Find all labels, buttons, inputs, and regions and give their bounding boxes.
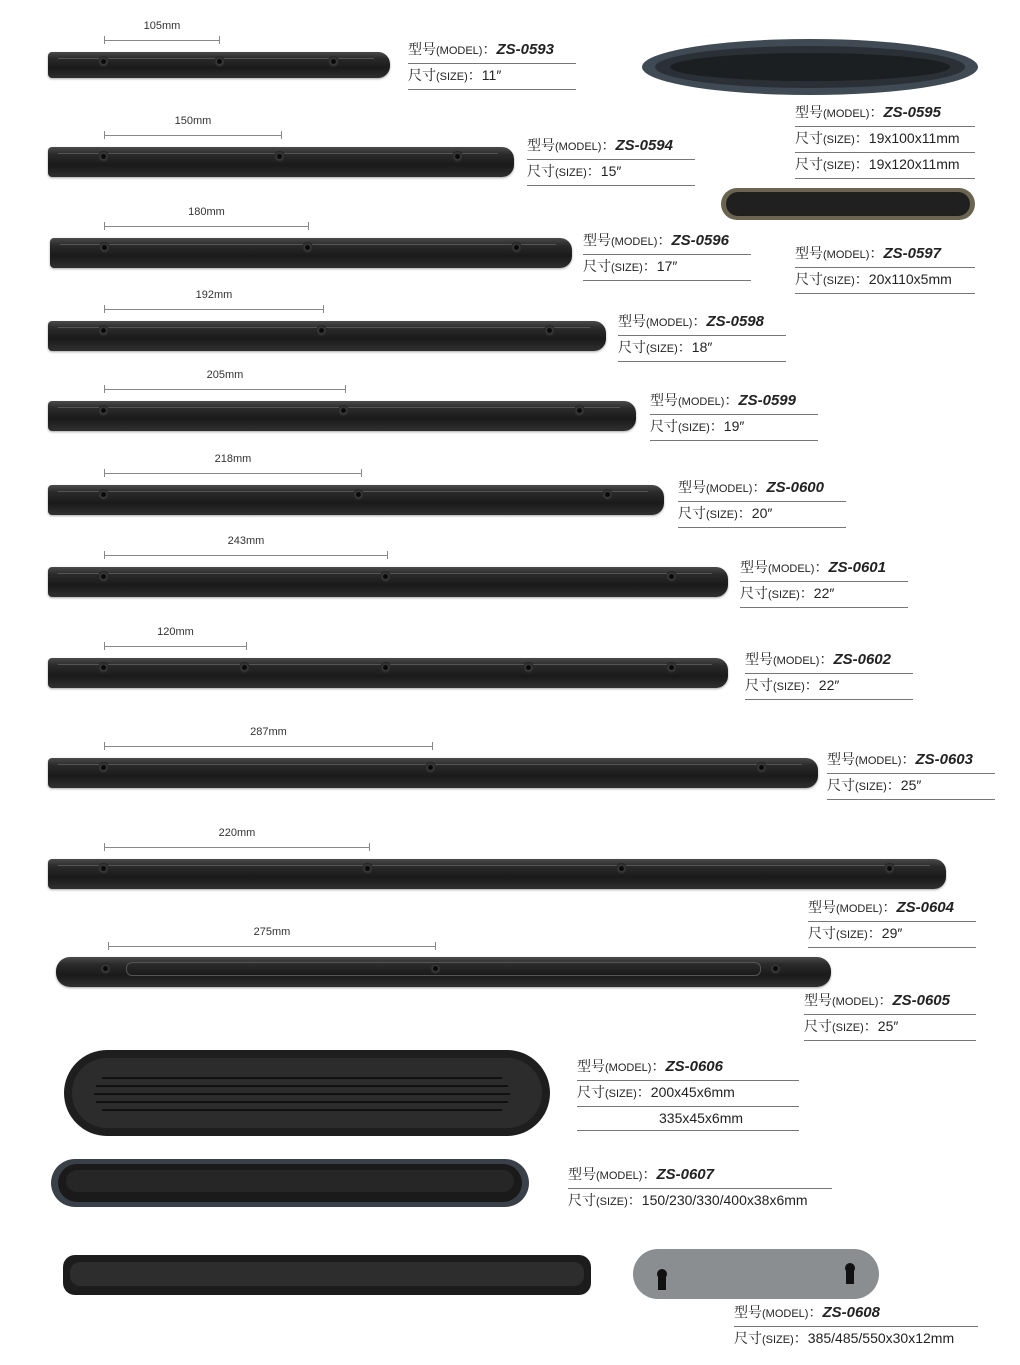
model-number: ZS-0603 <box>915 751 973 768</box>
dimension-zs0593: 105mm <box>104 36 220 44</box>
model-number: ZS-0598 <box>706 313 764 330</box>
armrest-zs0600-image <box>48 485 664 515</box>
armrest-zs0594-image <box>48 147 514 177</box>
pad-zs0606-image <box>62 1048 552 1138</box>
size-value: 18″ <box>691 339 713 355</box>
pad-zs0608-left-image <box>62 1254 592 1296</box>
dimension-zs0598: 192mm <box>104 305 324 313</box>
armrest-zs0599-image <box>48 401 636 431</box>
dimension-zs0605: 275mm <box>108 942 436 950</box>
label-zs0605: 型号(MODEL)：ZS-0605 尺寸(SIZE)：25″ <box>804 989 976 1041</box>
armrest-zs0596-image <box>50 238 572 268</box>
label-zs0593: 型号(MODEL)：ZS-0593 尺寸(SIZE)：11″ <box>408 38 576 90</box>
model-number: ZS-0599 <box>738 392 796 409</box>
armrest-zs0598-image <box>48 321 606 351</box>
dimension-zs0600: 218mm <box>104 469 362 477</box>
model-number: ZS-0602 <box>833 651 891 668</box>
armrest-zs0593-image <box>48 52 390 78</box>
dimension-zs0594: 150mm <box>104 131 282 139</box>
model-number: ZS-0595 <box>883 104 941 121</box>
size-value: 17″ <box>656 258 678 274</box>
model-number: ZS-0608 <box>822 1304 880 1321</box>
label-zs0599: 型号(MODEL)：ZS-0599 尺寸(SIZE)：19″ <box>650 389 818 441</box>
size-value: 19x100x11mm <box>868 130 960 146</box>
model-number: ZS-0593 <box>496 41 554 58</box>
model-number: ZS-0600 <box>766 479 824 496</box>
size-value: 19x120x11mm <box>868 156 960 172</box>
size-value: 25″ <box>877 1018 899 1034</box>
dimension-zs0602: 120mm <box>104 642 247 650</box>
size-value: 385/485/550x30x12mm <box>807 1330 955 1346</box>
label-zs0607: 型号(MODEL)：ZS-0607 尺寸(SIZE)：150/230/330/400x38x6mm <box>568 1163 832 1214</box>
size-value: 11″ <box>481 67 502 83</box>
size-value: 19″ <box>723 418 745 434</box>
pad-zs0597-image <box>720 186 976 222</box>
armrest-zs0601-image <box>48 567 728 597</box>
label-zs0598: 型号(MODEL)：ZS-0598 尺寸(SIZE)：18″ <box>618 310 786 362</box>
label-zs0603: 型号(MODEL)：ZS-0603 尺寸(SIZE)：25″ <box>827 748 995 800</box>
label-zs0600: 型号(MODEL)：ZS-0600 尺寸(SIZE)：20″ <box>678 476 846 528</box>
model-number: ZS-0604 <box>896 899 954 916</box>
size-value: 20″ <box>751 505 773 521</box>
armrest-zs0602-image <box>48 658 728 688</box>
pad-zs0608-right-image <box>632 1246 880 1302</box>
model-number: ZS-0596 <box>671 232 729 249</box>
dimension-zs0596: 180mm <box>104 222 309 230</box>
armrest-zs0605-image <box>56 957 831 987</box>
label-zs0602: 型号(MODEL)：ZS-0602 尺寸(SIZE)：22″ <box>745 648 913 700</box>
model-number: ZS-0597 <box>883 245 941 262</box>
size-value: 335x45x6mm <box>659 1110 744 1126</box>
label-zs0604: 型号(MODEL)：ZS-0604 尺寸(SIZE)：29″ <box>808 896 976 948</box>
size-value: 22″ <box>818 677 840 693</box>
model-number: ZS-0605 <box>892 992 950 1009</box>
size-value: 20x110x5mm <box>868 271 952 287</box>
label-zs0597: 型号(MODEL)：ZS-0597 尺寸(SIZE)：20x110x5mm <box>795 242 975 294</box>
label-zs0606: 型号(MODEL)：ZS-0606 尺寸(SIZE)：200x45x6mm 335x45x6mm <box>577 1055 799 1131</box>
label-zs0594: 型号(MODEL)：ZS-0594 尺寸(SIZE)：15″ <box>527 134 695 186</box>
label-zs0595: 型号(MODEL)：ZS-0595 尺寸(SIZE)：19x100x11mm 尺寸(SIZE)：19x120x11mm <box>795 101 975 179</box>
label-zs0596: 型号(MODEL)：ZS-0596 尺寸(SIZE)：17″ <box>583 229 751 281</box>
size-value: 22″ <box>813 585 835 601</box>
model-number: ZS-0606 <box>665 1058 723 1075</box>
model-number: ZS-0594 <box>615 137 673 154</box>
label-zs0601: 型号(MODEL)：ZS-0601 尺寸(SIZE)：22″ <box>740 556 908 608</box>
model-number: ZS-0607 <box>656 1166 714 1183</box>
size-value: 29″ <box>881 925 903 941</box>
label-zs0608: 型号(MODEL)：ZS-0608 尺寸(SIZE)：385/485/550x30x12mm <box>734 1301 978 1352</box>
dimension-zs0599: 205mm <box>104 385 346 393</box>
size-value: 25″ <box>900 777 922 793</box>
dimension-zs0604: 220mm <box>104 843 370 851</box>
size-value: 200x45x6mm <box>650 1084 735 1100</box>
size-value: 150/230/330/400x38x6mm <box>641 1192 808 1208</box>
pad-zs0607-image <box>50 1158 530 1208</box>
pad-zs0595-image <box>640 36 980 98</box>
armrest-zs0604-image <box>48 859 946 889</box>
model-number: ZS-0601 <box>828 559 886 576</box>
dimension-zs0603: 287mm <box>104 742 433 750</box>
dimension-zs0601: 243mm <box>104 551 388 559</box>
size-value: 15″ <box>600 163 622 179</box>
armrest-zs0603-image <box>48 758 818 788</box>
